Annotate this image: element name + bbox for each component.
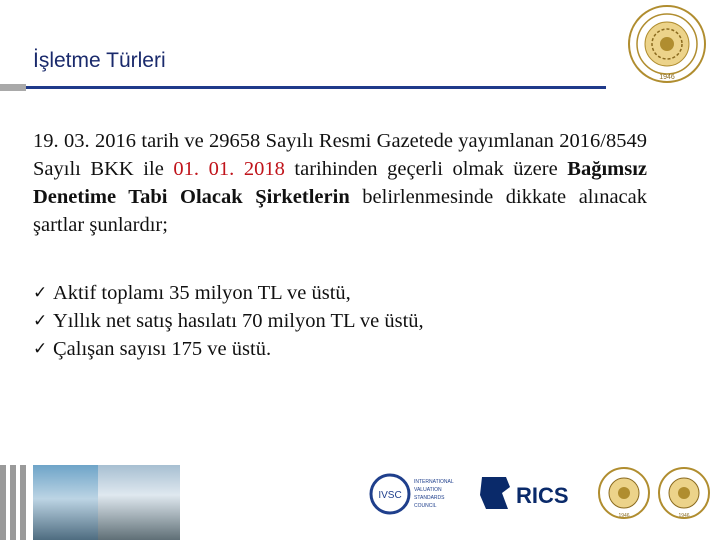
ivsc-logo	[366, 465, 458, 523]
criteria-list	[33, 279, 424, 363]
checkmark-icon: ✓	[33, 339, 48, 359]
svg-text:IVSC: IVSC	[378, 490, 402, 501]
svg-text:STANDARDS: STANDARDS	[414, 495, 445, 501]
ankara-university-seal-logo	[627, 4, 707, 84]
title-rule	[26, 86, 606, 89]
intro-text-1: 19. 03. 2016 tarih ve 29658 Sayılı Resmi Gazetede yayımlanan 2016/8549 Sayılı BKK ile	[33, 130, 647, 180]
tower-construction-photo	[98, 465, 180, 540]
svg-text:INTERNATIONAL: INTERNATIONAL	[414, 479, 454, 485]
svg-text:1946: 1946	[618, 513, 630, 519]
checkmark-icon: ✓	[33, 311, 48, 331]
svg-text:1946: 1946	[678, 513, 690, 519]
intro-bold-phrase: Bağımsız Denetime Tabi Olacak Şirketlerin	[33, 158, 647, 208]
footer-band	[0, 465, 720, 540]
title-rule-accent	[0, 84, 26, 91]
footer-stripe	[20, 465, 26, 540]
criteria-text: Aktif toplamı 35 milyon TL ve üstü,	[53, 282, 351, 304]
intro-paragraph	[33, 127, 647, 239]
svg-text:RICS: RICS	[516, 483, 569, 508]
university-seal-logo	[596, 465, 652, 523]
city-skyline-photo	[33, 465, 98, 540]
criteria-text: Yıllık net satış hasılatı 70 milyon TL ve üstü,	[53, 310, 424, 332]
criteria-text: Çalışan sayısı 175 ve üstü.	[53, 338, 272, 360]
svg-text:COUNCIL: COUNCIL	[414, 503, 437, 509]
list-item	[33, 279, 424, 307]
footer-stripe	[0, 465, 6, 540]
checkmark-icon: ✓	[33, 283, 48, 303]
list-item	[33, 307, 424, 335]
intro-text-3: belirlenmesinde dikkate alınacak şartlar şunlardır;	[33, 186, 647, 236]
effective-date: 01. 01. 2018	[173, 158, 285, 180]
rics-logo	[472, 465, 592, 523]
intro-text-2: tarihinden geçerli olmak üzere	[284, 158, 568, 180]
university-seal-logo	[656, 465, 712, 523]
footer-stripe	[10, 465, 16, 540]
svg-text:1946: 1946	[659, 74, 675, 81]
partner-logos	[360, 465, 720, 540]
list-item	[33, 335, 424, 363]
svg-text:VALUATION: VALUATION	[414, 487, 442, 493]
page-title: İşletme Türleri	[33, 49, 166, 72]
